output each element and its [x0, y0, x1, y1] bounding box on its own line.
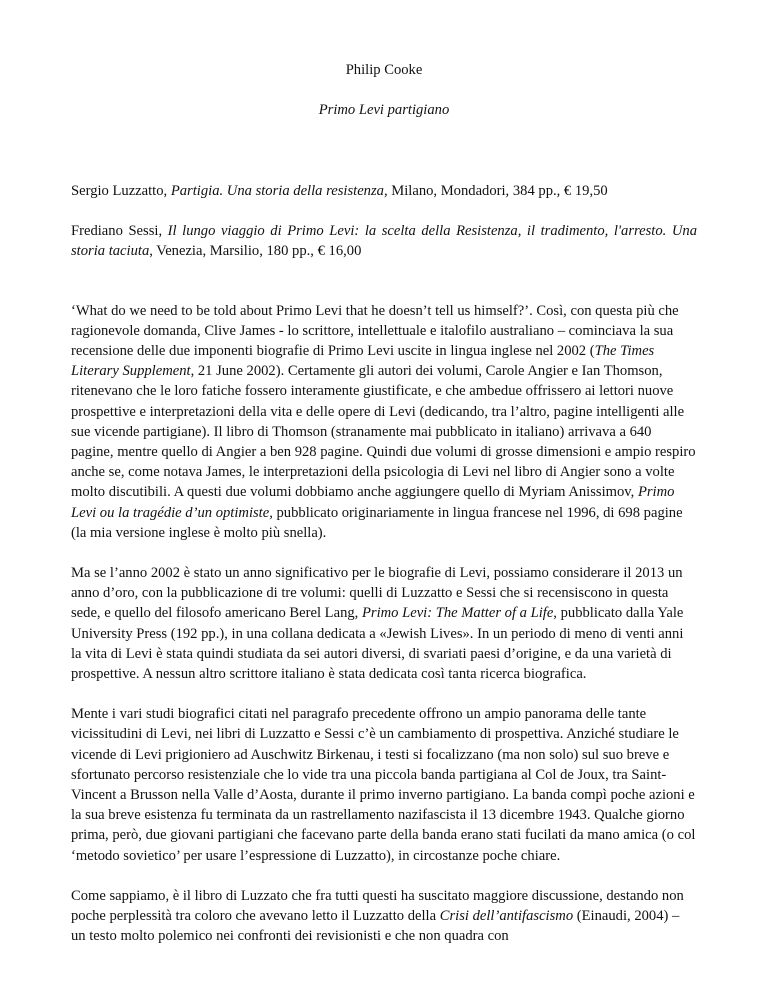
- italic-title: Primo Levi: The Matter of a Life: [361, 605, 554, 622]
- paragraph-text: Mente i vari studi biografici citati nel paragrafo precedente offrono un ampio panorama delle tante vicissitudini di Levi, nei libri di Luzzatto e Sessi c’è un cambiamento di prospettiva. Anziché studiare le vicende di Levi prigioniero ad Auschwitz Birkenau, i testi si focalizzano (ma non solo) sul suo breve e sfortunato percorso resistenziale che lo vide tra una piccola banda partigiana al Col de Joux, tra Saint-Vincent a Brusson nella Valle d’Aosta, durante il primo inverno partigiano. La banda compì poche azioni e la sua breve esistenza fu terminata da un rastrellamento nazifascista il 13 dicembre 1943. Qualche giorno prima, però, due giovani partigiani che facevano parte della banda erano stati fucilati da mano amica (o col ‘metodo sovietico’ per usare l’espressione di Luzzatto), in circostanze poche chiare.: [71, 706, 696, 864]
- italic-title: The Times Literary Supplement: [71, 343, 655, 380]
- reference-author: Frediano Sessi,: [71, 223, 168, 240]
- paragraph-text: , pubblicato dalla Yale University Press (192 pp.), in una collana dedicata a «Jewish Lives». In un periodo di meno di venti anni la vita di Levi è stata quindi studiata da sei autori diversi, di svariati paesi d’origine, e da una varietà di prospettive. A nessun altro scrittore italiano è stata dedicata così tanta ricerca biografica.: [71, 605, 684, 683]
- paragraph-text: pubblicato originariamente in lingua francese nel 1996, di 698 pagine (la mia versione inglese è molto più snella).: [71, 504, 683, 541]
- paragraph-text: Come sappiamo, è il libro di Luzzato che fra tutti questi ha suscitato maggiore discussione, destando non poche perplessità tra coloro che avevano letto il Luzzatto della: [71, 887, 684, 925]
- reference-book-title: Il lungo viaggio di Primo Levi: la scelta della Resistenza, il tradimento, l'arresto. Una storia taciuta: [71, 223, 697, 260]
- italic-title: Primo Levi ou la tragédie d’un optimiste,: [71, 484, 675, 521]
- reference-author: Sergio Luzzatto,: [71, 183, 171, 199]
- paragraph-2: [71, 563, 697, 684]
- paragraph-text: Ma se l’anno 2002 è stato un anno significativo per le biografie di Levi, possiamo considerare il 2013 un anno d’oro, con la pubblicazione di tre volumi: quelli di Luzzatto e Sessi che si recensiscono in questa sede, e quello del filosofo americano Berel Lang,: [71, 565, 683, 622]
- paragraph-1: [71, 301, 697, 543]
- reference-details: , Milano, Mondadori, 384 pp., € 19,50: [383, 183, 608, 199]
- book-reference-sessi: [71, 221, 697, 261]
- paragraph-text: (Einaudi, 2004) – un testo molto polemico nei confronti dei revisionisti e che non quadra con: [71, 908, 680, 945]
- paragraph-text: , 21 June 2002). Certamente gli autori dei volumi, Carole Angier e Ian Thomson, ritenevano che le loro fatiche fossero interamente giustificate, e che ambedue offrissero ai lettori nuove prospettive e interpretazioni della vita e delle opere di Levi (dedicando, tra l’altro, pagine intelligenti alle sue vicende partigiane). Il libro di Thomson (stranamente mai pubblicato in italiano) arrivava a 640 pagine, mentre quello di Angier a ben 928 pagine. Quindi due volumi di grosse dimensioni e ampio respiro anche se, come notava James, le interpretazioni della psicologia di Levi nel libro di Angier sono a volte molto discutibili. A questi due volumi dobbiamo anche aggiungere quello di Myriam Anissimov,: [71, 363, 696, 501]
- article-title: Primo Levi partigiano: [318, 102, 450, 118]
- italic-title: Crisi dell’antifascismo: [439, 908, 574, 925]
- paragraph-3: [71, 704, 697, 866]
- paragraph-4: [71, 886, 697, 947]
- author-name: Philip Cooke: [345, 62, 423, 78]
- book-reference-luzzatto: [71, 181, 697, 201]
- reference-details: , Venezia, Marsilio, 180 pp., € 16,00: [149, 243, 362, 260]
- reference-book-title: Partigia. Una storia della resistenza: [170, 183, 384, 199]
- paragraph-text: ‘What do we need to be told about Primo Levi that he doesn’t tell us himself?’. Così, con questa più che ragionevole domanda, Clive James - lo scrittore, intellettuale e italofilo australiano – cominciava la sua recensione delle due imponenti biografie di Primo Levi uscite in lingua inglese nel 2002 (: [71, 302, 679, 360]
